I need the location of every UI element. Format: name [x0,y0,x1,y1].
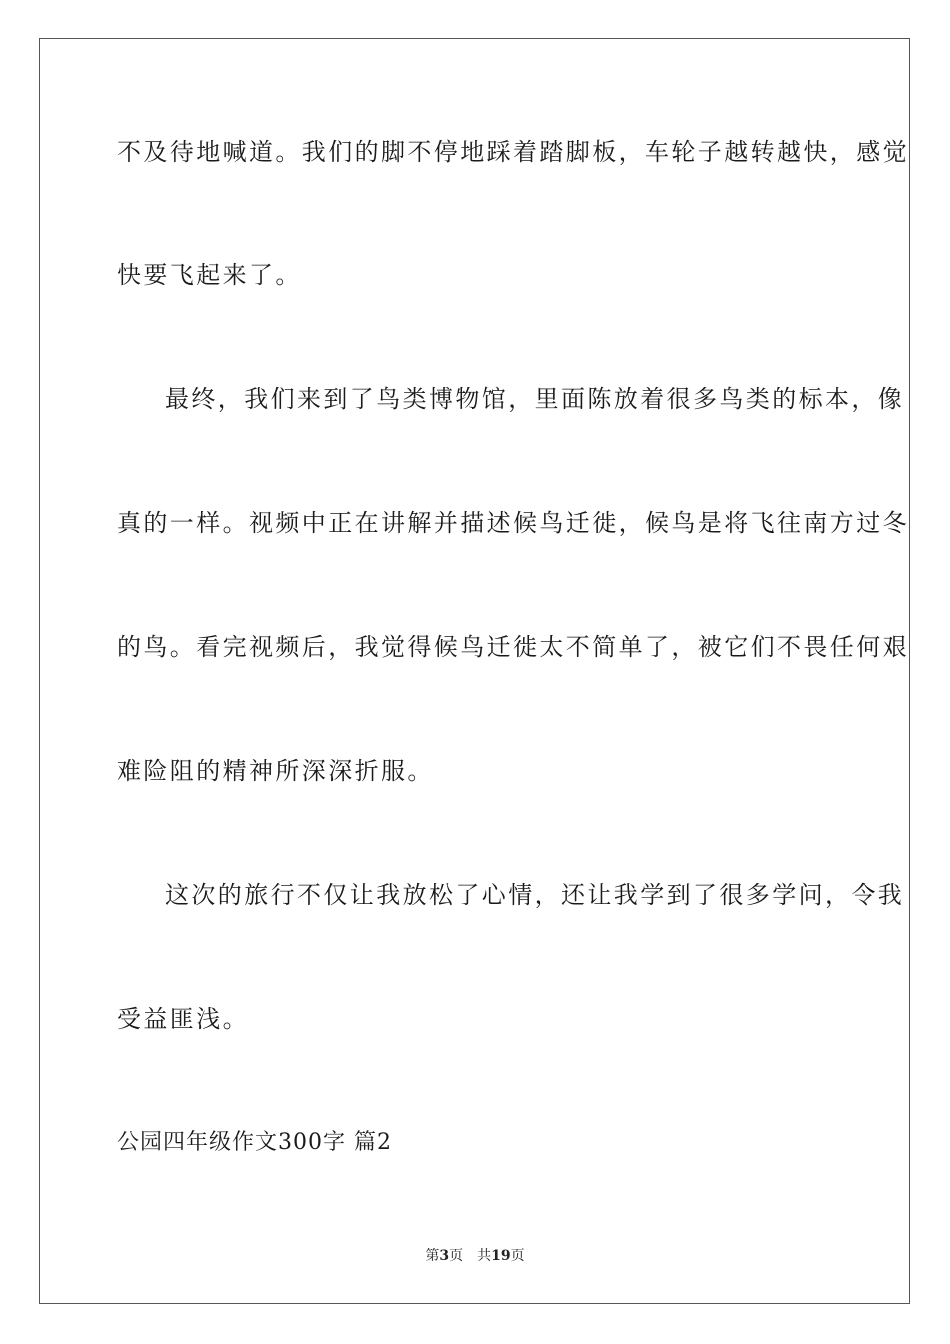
footer-page-total: 19 [491,1248,511,1264]
section-heading: 公园四年级作文300字 篇2 [117,1130,392,1155]
body-line-4: 真的一样。视频中正在讲解并描述候鸟迁徙，候鸟是将飞往南方过冬 [117,509,909,537]
footer-total-prefix: 共 [477,1248,492,1264]
body-line-2: 快要飞起来了。 [117,261,302,289]
footer-total-suffix: 页 [510,1248,525,1264]
body-line-8: 受益匪浅。 [117,1005,249,1033]
footer-page-current: 3 [439,1248,450,1264]
page-border [39,38,910,1304]
page-footer [0,1246,950,1266]
body-line-1: 不及待地喊道。我们的脚不停地踩着踏脚板，车轮子越转越快，感觉 [117,138,909,166]
body-line-7: 这次的旅行不仅让我放松了心情，还让我学到了很多学问，令我 [165,881,905,909]
body-line-5: 的鸟。看完视频后，我觉得候鸟迁徙太不简单了，被它们不畏任何艰 [117,633,909,661]
footer-page-suffix: 页 [449,1248,464,1264]
footer-page-prefix: 第 [425,1248,440,1264]
body-line-3: 最终，我们来到了鸟类博物馆，里面陈放着很多鸟类的标本，像 [165,385,905,413]
body-line-6: 难险阻的精神所深深折服。 [117,757,434,785]
